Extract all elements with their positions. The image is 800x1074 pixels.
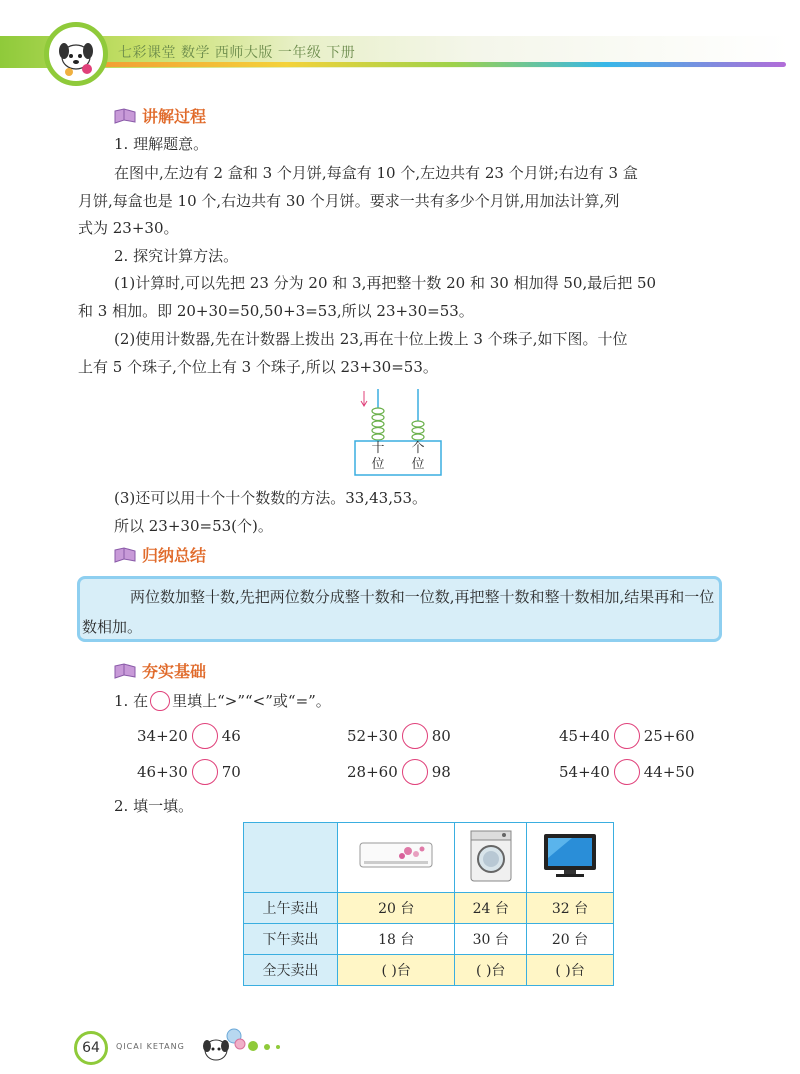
text-line: 上有 5 个珠子,个位上有 3 个珠子,所以 23+30=53。 — [78, 358, 438, 376]
compare-right: 44+50 — [643, 763, 695, 781]
television-icon — [527, 823, 614, 893]
text-line: (1)计算时,可以先把 23 分为 20 和 3,再把整十数 20 和 30 相加得 50,最后把 50 — [114, 274, 657, 292]
section-title-explain — [114, 104, 206, 127]
compare-answer-circle[interactable] — [402, 723, 428, 749]
book-icon — [114, 547, 136, 563]
instruction-prefix: 1. 在 — [114, 692, 149, 710]
compare-right: 46 — [221, 727, 241, 745]
compare-item — [559, 723, 695, 749]
section-title-basics — [114, 659, 206, 682]
compare-answer-circle[interactable] — [614, 759, 640, 785]
washing-machine-icon — [455, 823, 527, 893]
compare-left: 46+30 — [137, 763, 188, 781]
abacus-label-tens-2: 位 — [371, 457, 385, 472]
table-cell: 18 台 — [338, 924, 455, 955]
section-title-summary — [114, 543, 206, 566]
abacus-bead — [372, 408, 384, 414]
compare-item — [347, 723, 451, 749]
row-label-day: 全天卖出 — [244, 955, 338, 986]
table-cell: 20 台 — [338, 893, 455, 924]
table-cell: 24 台 — [455, 893, 527, 924]
answer-cell[interactable]: ( )台 — [338, 955, 455, 986]
mascot-dog-footer-icon — [196, 1026, 246, 1070]
compare-right: 98 — [431, 763, 451, 781]
compare-answer-circle[interactable] — [192, 759, 218, 785]
compare-right: 70 — [221, 763, 241, 781]
compare-left: 28+60 — [347, 763, 398, 781]
text-line: (2)使用计数器,先在计数器上拨出 23,再在十位上拨上 3 个珠子,如下图。十位 — [114, 330, 628, 348]
mascot-dog-icon — [44, 22, 108, 86]
text-line: 和 3 相加。即 20+30=50,50+3=53,所以 23+30=53。 — [78, 302, 474, 320]
exercise1-instruction — [114, 690, 331, 711]
section-label: 归纳总结 — [142, 546, 207, 565]
decor-dot — [248, 1041, 258, 1051]
abacus-bead — [412, 421, 424, 427]
step1-title: 1. 理解题意。 — [114, 135, 209, 153]
abacus-label-tens-1: 十 — [371, 441, 385, 456]
footer-brand: QICAI KETANG — [116, 1042, 185, 1051]
header-rainbow-line — [92, 62, 786, 67]
row-label-pm: 下午卖出 — [244, 924, 338, 955]
text-line: 在图中,左边有 2 盒和 3 个月饼,每盒有 10 个,左边共有 23 个月饼;右边有 3 盒 — [114, 164, 638, 182]
abacus-bead — [372, 434, 384, 440]
sales-table — [243, 822, 614, 986]
book-icon — [114, 108, 136, 124]
answer-cell[interactable]: ( )台 — [527, 955, 614, 986]
abacus-label-ones-2: 位 — [411, 457, 425, 472]
abacus-bead — [372, 421, 384, 427]
compare-left: 52+30 — [347, 727, 398, 745]
compare-left: 34+20 — [137, 727, 188, 745]
abacus-bead — [412, 428, 424, 434]
air-conditioner-icon — [338, 823, 455, 893]
compare-right: 25+60 — [643, 727, 695, 745]
compare-item — [559, 759, 695, 785]
step2-title: 2. 探究计算方法。 — [114, 247, 239, 265]
compare-item — [137, 723, 241, 749]
text-line: (3)还可以用十个十个数数的方法。33,43,53。 — [114, 489, 428, 507]
compare-left: 54+40 — [559, 763, 610, 781]
page-number: 64 — [74, 1031, 108, 1065]
compare-answer-circle[interactable] — [192, 723, 218, 749]
decor-dot — [264, 1044, 270, 1050]
abacus-bead — [412, 434, 424, 440]
abacus-bead — [372, 428, 384, 434]
table-cell: 32 台 — [527, 893, 614, 924]
book-icon — [114, 663, 136, 679]
compare-answer-circle[interactable] — [402, 759, 428, 785]
header-title: 七彩课堂 数学 西师大版 一年级 下册 — [118, 45, 356, 61]
compare-answer-circle[interactable] — [614, 723, 640, 749]
table-cell: 30 台 — [455, 924, 527, 955]
section-label: 讲解过程 — [142, 107, 207, 126]
conclusion: 所以 23+30=53(个)。 — [114, 517, 273, 535]
compare-left: 45+40 — [559, 727, 610, 745]
summary-text: 两位数加整十数,先把两位数分成整十数和一位数,再把整十数和整十数相加,结果再和一位数相加。 — [82, 588, 715, 636]
compare-item — [137, 759, 241, 785]
counting-abacus — [350, 387, 442, 477]
text-line: 式为 23+30。 — [78, 219, 179, 237]
row-label-am: 上午卖出 — [244, 893, 338, 924]
table-cell: 20 台 — [527, 924, 614, 955]
compare-item — [347, 759, 451, 785]
answer-cell[interactable]: ( )台 — [455, 955, 527, 986]
answer-circle-sample — [150, 691, 170, 711]
section-label: 夯实基础 — [142, 662, 207, 681]
abacus-label-ones-1: 个 — [411, 441, 425, 456]
decor-dot — [276, 1045, 280, 1049]
exercise2-title: 2. 填一填。 — [114, 797, 194, 815]
table-corner — [244, 823, 338, 893]
text-line: 月饼,每盒也是 10 个,右边共有 30 个月饼。要求一共有多少个月饼,用加法计算,列 — [78, 192, 620, 210]
instruction-suffix: 里填上“>”“<”或“=”。 — [172, 692, 331, 710]
compare-right: 80 — [431, 727, 451, 745]
abacus-bead — [372, 415, 384, 421]
